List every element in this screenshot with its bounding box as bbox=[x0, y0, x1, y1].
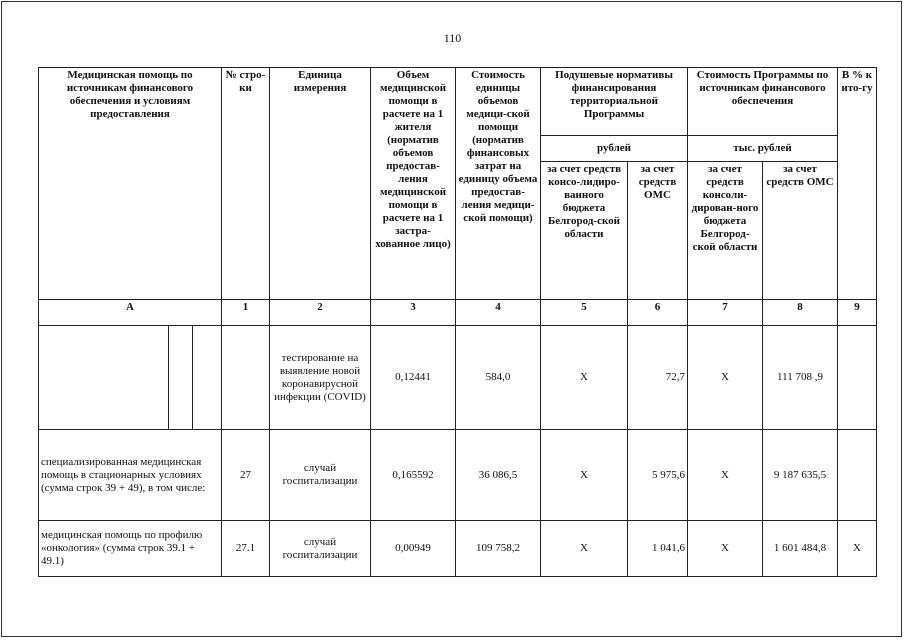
index-cell: 6 bbox=[628, 300, 688, 326]
index-cell: 8 bbox=[763, 300, 838, 326]
header-row-1 bbox=[39, 68, 877, 136]
row-col6: 72,7 bbox=[628, 326, 688, 430]
row-volume: 0,165592 bbox=[371, 430, 456, 521]
table-row bbox=[39, 326, 877, 430]
row-col8: 111 708 ,9 bbox=[763, 326, 838, 430]
index-cell: 1 bbox=[222, 300, 270, 326]
row-col5: Х bbox=[541, 521, 628, 577]
row-volume: 0,12441 bbox=[371, 326, 456, 430]
row-cost: 584,0 bbox=[456, 326, 541, 430]
row-col9 bbox=[838, 430, 877, 521]
header-col-7: за счет средств консоли-дирован-ного бюджета Белгород-ской области bbox=[688, 162, 763, 300]
row-col7: Х bbox=[688, 326, 763, 430]
row-num bbox=[222, 326, 270, 430]
header-sub-rub: рублей bbox=[541, 136, 688, 162]
header-group-norms: Подушевые нормативы финансирования территориальной Программы bbox=[541, 68, 688, 136]
row-col5: Х bbox=[541, 430, 628, 521]
row-num: 27.1 bbox=[222, 521, 270, 577]
inner-divider bbox=[168, 326, 169, 429]
row-col7: Х bbox=[688, 430, 763, 521]
header-col-cost: Стоимость единицы объемов медици-ской помощи (норматив финансовых затрат на единицу объема предостав-ления медици-ской помощи) bbox=[456, 68, 541, 300]
row-unit: случай госпитализации bbox=[270, 430, 371, 521]
header-col-a: Медицинская помощь по источникам финансового обеспечения и условиям предоставления bbox=[39, 68, 222, 300]
index-cell: 9 bbox=[838, 300, 877, 326]
row-col9 bbox=[838, 326, 877, 430]
row-col5: Х bbox=[541, 326, 628, 430]
index-cell: 3 bbox=[371, 300, 456, 326]
index-cell: 5 bbox=[541, 300, 628, 326]
header-col-unit: Единица измерения bbox=[270, 68, 371, 300]
row-num: 27 bbox=[222, 430, 270, 521]
row-col9: Х bbox=[838, 521, 877, 577]
row-cost: 36 086,5 bbox=[456, 430, 541, 521]
header-col-percent: В % к ито-гу bbox=[838, 68, 877, 300]
inner-divider bbox=[192, 326, 193, 429]
header-sub-thous: тыс. рублей bbox=[688, 136, 838, 162]
row-col8: 9 187 635,5 bbox=[763, 430, 838, 521]
table-row bbox=[39, 521, 877, 577]
row-volume: 0,00949 bbox=[371, 521, 456, 577]
header-col-6: за счет средств ОМС bbox=[628, 162, 688, 300]
row-unit: случай госпитализации bbox=[270, 521, 371, 577]
index-row bbox=[39, 300, 877, 326]
row-name-cell bbox=[39, 326, 222, 430]
index-cell: 2 bbox=[270, 300, 371, 326]
index-cell: 7 bbox=[688, 300, 763, 326]
row-name: специализированная медицинская помощь в стационарных условиях (сумма строк 39 + 49), в том числе: bbox=[39, 430, 222, 521]
row-col6: 5 975,6 bbox=[628, 430, 688, 521]
header-col-5: за счет средств консо-лидиро-ванного бюджета Белгород-ской области bbox=[541, 162, 628, 300]
header-col-volume: Объем медицинской помощи в расчете на 1 жителя (норматив объемов предостав-ления медицинской помощи в расчете на 1 застра-хованное лицо) bbox=[371, 68, 456, 300]
row-unit: тестирование на выявление новой коронавирусной инфекции (COVID) bbox=[270, 326, 371, 430]
row-col6: 1 041,6 bbox=[628, 521, 688, 577]
financing-table bbox=[38, 67, 877, 577]
row-cost: 109 758,2 bbox=[456, 521, 541, 577]
header-col-num: № стро-ки bbox=[222, 68, 270, 300]
header-group-program: Стоимость Программы по источникам финансового обеспечения bbox=[688, 68, 838, 136]
row-name: медицинская помощь по профилю «онкология» (сумма строк 39.1 + 49.1) bbox=[39, 521, 222, 577]
row-col7: Х bbox=[688, 521, 763, 577]
index-cell: А bbox=[39, 300, 222, 326]
index-cell: 4 bbox=[456, 300, 541, 326]
row-col8: 1 601 484,8 bbox=[763, 521, 838, 577]
table-row bbox=[39, 430, 877, 521]
page-number: 110 bbox=[443, 31, 462, 45]
header-col-8: за счет средств ОМС bbox=[763, 162, 838, 300]
